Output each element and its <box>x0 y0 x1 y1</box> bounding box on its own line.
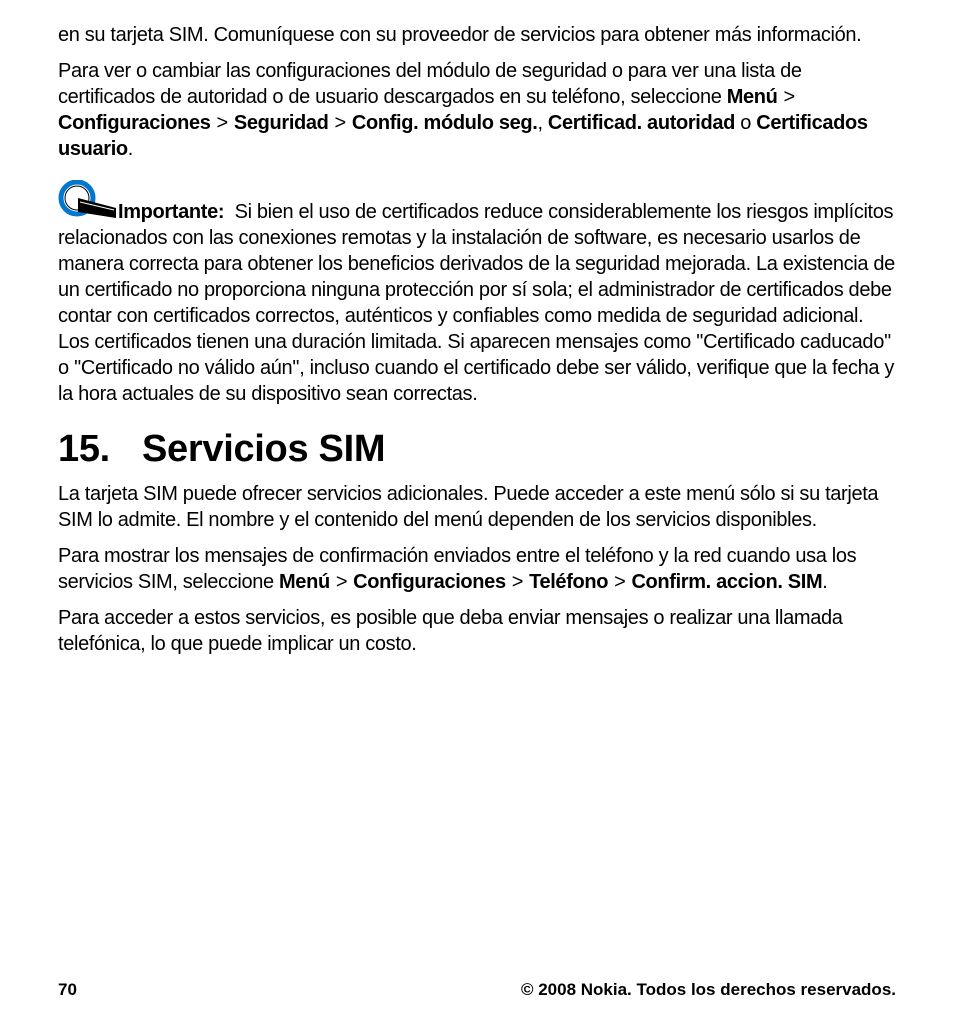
page-number: 70 <box>58 980 77 999</box>
menu-path-certificados-usuario: Certificados usuario <box>58 112 868 160</box>
menu-path-configuraciones: Configuraciones <box>58 112 211 134</box>
period: . <box>822 571 828 593</box>
menu-separator: > <box>511 571 524 593</box>
menu-separator: > <box>216 112 228 134</box>
menu-path-seguridad: Seguridad <box>233 112 329 134</box>
paragraph-security-settings <box>58 58 898 162</box>
period: . <box>127 138 134 160</box>
menu-path-certificad-autoridad: Certificad. autoridad <box>547 112 736 134</box>
section-heading <box>58 427 898 471</box>
paragraph-costs: Para acceder a estos servicios, es posible que deba enviar mensajes o realizar una llamada telefónica, lo que puede implicar un costo. <box>58 607 843 655</box>
comma: , <box>537 112 543 134</box>
menu-path-confirm-accion-sim: Confirm. accion. SIM <box>631 571 823 593</box>
paragraph-confirmation-messages <box>58 543 898 595</box>
menu-path-menu: Menú <box>279 571 330 593</box>
important-note <box>58 180 898 407</box>
paragraph-sim-provider: en su tarjeta SIM. Comuníquese con su proveedor de servicios para obtener más información. <box>58 24 862 46</box>
section-title: Servicios SIM <box>142 428 386 470</box>
copyright-notice: © 2008 Nokia. Todos los derechos reservados. <box>520 980 896 999</box>
page-footer <box>58 980 896 1000</box>
document-page <box>58 22 898 667</box>
important-note-text: Si bien el uso de certificados reduce considerablemente los riesgos implícitos relacionados con las conexiones remotas y la instalación de software, es necesario usarlos de manera correcta para obtener los beneficios derivados de la seguridad mejorada. La existencia de un certificado no proporciona ninguna protección por sí sola; el administrador de certificados debe contar con certificados correctos, auténticos y confiables como medida de seguridad adicional. Los certificados tienen una duración limitada. Si aparecen mensajes como ''Certificado caducado'' o ''Certificado no válido aún'', incluso cuando el certificado debe ser válido, verifique que la fecha y la hora actuales de su dispositivo sean correctas. <box>58 201 895 405</box>
conjunction: o <box>740 112 752 134</box>
menu-path-telefono: Teléfono <box>529 571 609 593</box>
section-number: 15. <box>58 428 110 470</box>
menu-separator: > <box>335 571 348 593</box>
menu-path-menu: Menú <box>726 86 778 108</box>
menu-separator: > <box>783 86 795 108</box>
menu-path-configuraciones: Configuraciones <box>353 571 506 593</box>
paragraph-text: Para ver o cambiar las configuraciones del módulo de seguridad o para ver una lista de certificados de autoridad o de usuario descargados en su teléfono, seleccione <box>58 60 802 108</box>
important-label: Importante: <box>118 201 225 223</box>
paragraph-sim-services: La tarjeta SIM puede ofrecer servicios adicionales. Puede acceder a este menú sólo si su tarjeta SIM lo admite. El nombre y el contenido del menú dependen de los servicios disponibles. <box>58 483 879 531</box>
menu-separator: > <box>614 571 626 593</box>
menu-separator: > <box>334 112 346 134</box>
paragraph-text: Para mostrar los mensajes de confirmación enviados entre el teléfono y la red cuando usa los servicios SIM, seleccione <box>58 545 857 593</box>
important-note-icon <box>56 180 118 222</box>
menu-path-config-modulo: Config. módulo seg. <box>351 112 538 134</box>
